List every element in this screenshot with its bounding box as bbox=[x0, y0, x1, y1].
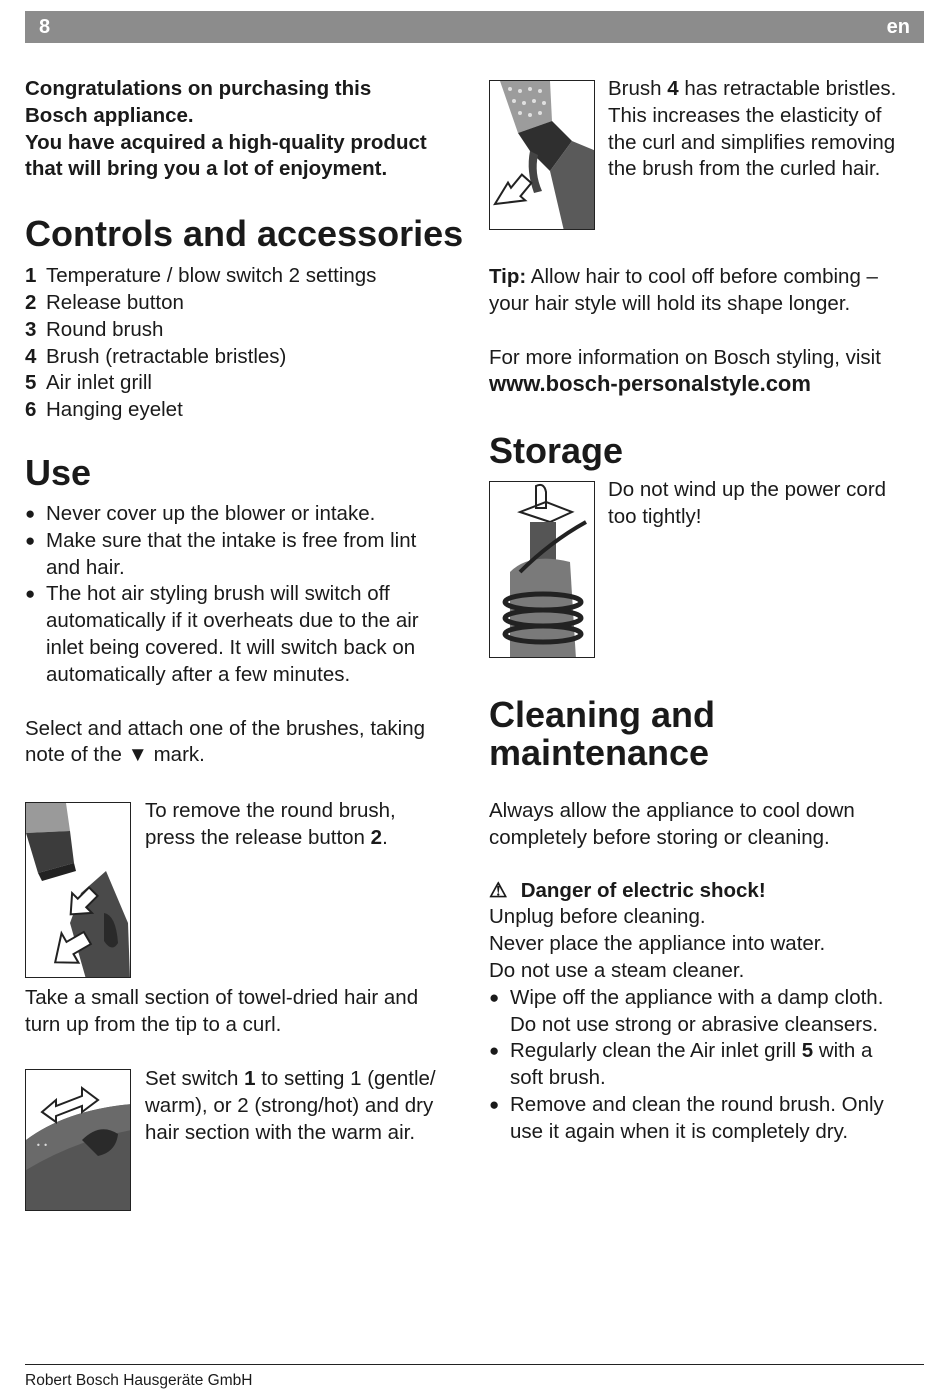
body-line: Take a small section of towel-dried hair and bbox=[25, 986, 419, 1009]
item-number: 1 bbox=[25, 264, 37, 288]
item-number: 4 bbox=[25, 344, 37, 368]
list-item bbox=[25, 290, 470, 317]
set-switch-text bbox=[145, 1066, 470, 1146]
text-span: . bbox=[382, 825, 388, 849]
item-number: 3 bbox=[25, 317, 37, 341]
danger-warning bbox=[489, 878, 934, 905]
retractable-bristle-brush-icon bbox=[490, 81, 595, 230]
bullet-icon: ● bbox=[25, 530, 36, 550]
text-span: to setting 1 (gentle/ bbox=[261, 1067, 436, 1090]
list-item bbox=[25, 528, 470, 582]
heading-line: maintenance bbox=[489, 732, 710, 773]
text-span: 1 bbox=[244, 1067, 256, 1090]
bullet-text: Do not use strong or abrasive cleansers. bbox=[510, 1012, 879, 1036]
footer-divider bbox=[25, 1364, 924, 1365]
text-span: Tip: bbox=[489, 265, 527, 288]
retractable-brush-illustration bbox=[489, 80, 595, 230]
text-span: 4 bbox=[667, 77, 679, 100]
body-line bbox=[145, 1066, 470, 1093]
intro-line: Bosch appliance. bbox=[25, 103, 194, 127]
list-item bbox=[25, 581, 470, 688]
brush-release-icon bbox=[26, 803, 131, 978]
bullet-text: soft brush. bbox=[510, 1066, 606, 1090]
release-button-illustration bbox=[25, 802, 131, 978]
bullet-text bbox=[510, 1038, 872, 1065]
bullet-text: Remove and clean the round brush. Only bbox=[510, 1092, 884, 1116]
bullet-icon: ● bbox=[489, 987, 500, 1007]
switch-setting-illustration bbox=[25, 1069, 131, 1211]
bullet-text: inlet being covered. It will switch back on bbox=[46, 635, 416, 659]
bullet-text: The hot air styling brush will switch off bbox=[46, 582, 390, 606]
text-span: Danger of electric shock! bbox=[520, 878, 766, 902]
temperature-switch-icon bbox=[26, 1070, 131, 1211]
intro-line: Congratulations on purchasing this bbox=[25, 77, 372, 100]
storage-heading: Storage bbox=[489, 430, 624, 472]
bullet-text: Never cover up the blower or intake. bbox=[46, 501, 376, 525]
select-brush-text bbox=[25, 716, 470, 770]
body-line: This increases the elasticity of bbox=[608, 103, 882, 127]
bullet-text: automatically if it overheats due to the air bbox=[46, 609, 419, 633]
bullet-icon: ● bbox=[489, 1094, 500, 1114]
cleaning-intro bbox=[489, 798, 934, 852]
body-line bbox=[608, 76, 938, 103]
text-span: 5 bbox=[801, 1039, 814, 1063]
storage-illustration bbox=[489, 481, 595, 658]
hanging-eyelet-icon bbox=[490, 482, 595, 658]
text-span: Regularly clean the Air inlet grill bbox=[510, 1039, 796, 1063]
body-line: completely before storing or cleaning. bbox=[489, 825, 830, 849]
bullet-text: Make sure that the intake is free from lint bbox=[46, 528, 417, 552]
brush4-text bbox=[608, 76, 938, 183]
item-label: Round brush bbox=[46, 317, 164, 341]
text-span: 2 bbox=[370, 825, 383, 849]
cleaning-heading bbox=[489, 696, 934, 772]
use-bullets bbox=[25, 501, 470, 689]
page-header-bar bbox=[25, 11, 924, 43]
body-line: Select and attach one of the brushes, taking bbox=[25, 716, 426, 740]
text-span: mark. bbox=[153, 743, 205, 767]
intro-text bbox=[25, 76, 470, 183]
bullet-text: use it again when it is completely dry. bbox=[510, 1119, 849, 1143]
list-item bbox=[489, 1092, 934, 1146]
cleaning-section bbox=[489, 696, 934, 1146]
page-number: 8 bbox=[39, 16, 51, 38]
item-label: Hanging eyelet bbox=[46, 398, 183, 422]
storage-text bbox=[608, 477, 938, 531]
text-span: has retractable bristles. bbox=[684, 77, 897, 100]
body-line: To remove the round brush, bbox=[145, 799, 396, 822]
body-line: too tightly! bbox=[608, 504, 702, 528]
info-line: For more information on Bosch styling, visit bbox=[489, 345, 881, 369]
website-link[interactable]: www.bosch-personalstyle.com bbox=[489, 371, 811, 397]
item-label: Brush (retractable bristles) bbox=[46, 344, 287, 368]
left-column bbox=[25, 76, 470, 769]
controls-list bbox=[25, 263, 470, 424]
controls-heading: Controls and accessories bbox=[25, 213, 464, 255]
text-span: press the release button bbox=[145, 825, 365, 849]
list-item bbox=[25, 344, 470, 371]
language-code: en bbox=[886, 16, 910, 38]
remove-brush-text bbox=[145, 798, 465, 852]
text-span: Allow hair to cool off before combing – bbox=[530, 265, 878, 288]
item-number: 6 bbox=[25, 398, 37, 422]
body-line: hair section with the warm air. bbox=[145, 1120, 416, 1144]
body-line: Do not wind up the power cord bbox=[608, 478, 887, 501]
use-heading: Use bbox=[25, 451, 92, 493]
bullet-text: automatically after a few minutes. bbox=[46, 662, 351, 686]
warning-triangle-icon: ⚠ bbox=[489, 878, 508, 902]
list-item bbox=[25, 370, 470, 397]
body-line bbox=[145, 825, 465, 852]
body-line: turn up from the tip to a curl. bbox=[25, 1012, 282, 1036]
tip-line: your hair style will hold its shape longer. bbox=[489, 291, 851, 315]
list-item bbox=[25, 501, 470, 528]
intro-line: that will bring you a lot of enjoyment. bbox=[25, 157, 388, 181]
heading-line: Cleaning and bbox=[489, 694, 716, 735]
intro-line: You have acquired a high-quality product bbox=[25, 130, 427, 154]
svg-text:• •: • • bbox=[36, 1141, 48, 1150]
body-line: Always allow the appliance to cool down bbox=[489, 799, 855, 822]
body-line bbox=[25, 742, 470, 769]
body-line: the curl and simplifies removing bbox=[608, 130, 896, 154]
body-line: warm), or 2 (strong/hot) and dry bbox=[145, 1093, 434, 1117]
item-number: 2 bbox=[25, 290, 37, 314]
take-hair-text bbox=[25, 985, 470, 1039]
body-line: Never place the appliance into water. bbox=[489, 932, 826, 956]
item-label: Temperature / blow switch 2 settings bbox=[46, 264, 377, 288]
item-number: 5 bbox=[25, 371, 37, 395]
text-span: with a bbox=[818, 1039, 873, 1063]
list-item bbox=[25, 317, 470, 344]
bullet-text: and hair. bbox=[46, 555, 125, 579]
item-label: Release button bbox=[46, 290, 184, 314]
bullet-icon: ● bbox=[25, 503, 36, 523]
text-span: Set switch bbox=[145, 1067, 239, 1090]
body-line: Unplug before cleaning. bbox=[489, 905, 706, 929]
footer-text: Robert Bosch Hausgeräte GmbH bbox=[25, 1372, 253, 1389]
right-column bbox=[489, 264, 934, 470]
body-line: Do not use a steam cleaner. bbox=[489, 958, 745, 982]
bullet-icon: ● bbox=[489, 1041, 500, 1061]
list-item bbox=[25, 397, 470, 424]
bullet-icon: ● bbox=[25, 584, 36, 604]
body-line: the brush from the curled hair. bbox=[608, 157, 881, 181]
item-label: Air inlet grill bbox=[46, 371, 152, 395]
list-item bbox=[489, 985, 934, 1039]
text-span: note of the bbox=[25, 743, 122, 767]
bullet-text: Wipe off the appliance with a damp cloth. bbox=[510, 985, 884, 1009]
list-item bbox=[25, 263, 470, 290]
list-item bbox=[489, 1038, 934, 1092]
triangle-mark-icon: ▼ bbox=[127, 743, 148, 767]
text-span: Brush bbox=[608, 77, 662, 100]
tip-line bbox=[489, 264, 934, 291]
